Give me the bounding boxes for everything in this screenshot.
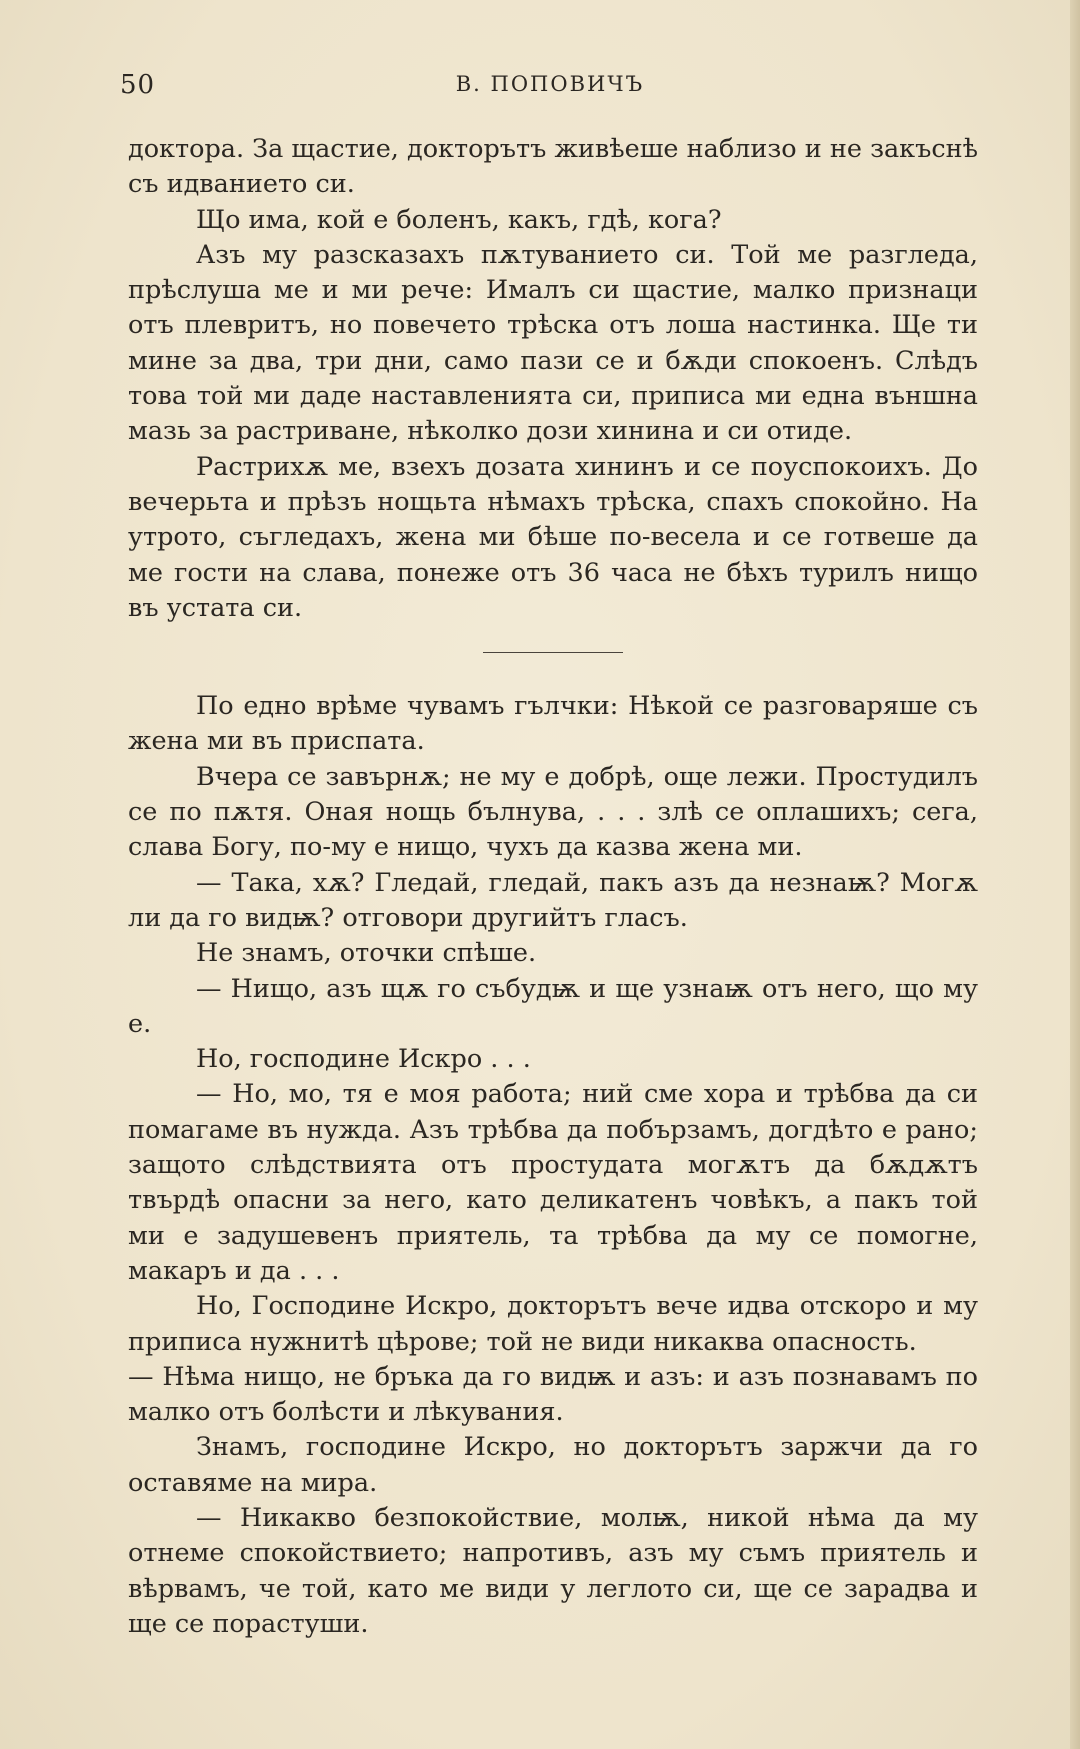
paragraph: Но, господине Искро . . .	[196, 1044, 531, 1075]
page-edge	[1070, 0, 1080, 1749]
paragraph: По едно врѣме чувамъ гълчки: Нѣкой се разговаряше съ жена ми въ приспата.	[128, 691, 978, 757]
paragraph: Вчера се завърнѫ; не му е добрѣ, още лежи. Простудилъ се по пѫтя. Оная нощь бълнува, . . . злѣ се оплашихъ; сега, слава Богу, по-му е нищо, чухъ да казва жена ми.	[128, 761, 978, 863]
body-text	[128, 132, 978, 1642]
section-2	[128, 689, 978, 1642]
paragraph: доктора. За щастие, докторътъ живѣеше наблизо и не закъснѣ съ идванието си.	[128, 134, 978, 200]
paragraph: — Така, хѫ? Гледай, гледай, пакъ азъ да незнаѭ? Могѫ ли да го видѭ? отговори другийтъ гласъ.	[128, 867, 978, 933]
paragraph: Що има, кой е боленъ, какъ, гдѣ, кога?	[196, 204, 722, 235]
paragraph: — Никакво безпокойствие, молѭ, никой нѣма да му отнеме спокойствието; напротивъ, азъ му съмъ приятель и вѣрвамъ, че той, като ме види у леглото си, ще се зарадва и ще се порастуши.	[128, 1502, 978, 1639]
paragraph: Не знамъ, оточки спѣше.	[196, 938, 537, 969]
section-1	[128, 132, 978, 626]
page-number: 50	[120, 70, 156, 100]
paragraph: Азъ му разсказахъ пѫтуванието си. Той ме разгледа, прѣслуша ме и ми рече: Ималъ си щастие, малко признаци отъ плевритъ, но повечето трѣска отъ лоша настинка. Ще ти мине за два, три дни, само пази се и бѫди спокоенъ. Слѣдъ това той ми даде наставленията си, приписа ми една външна мазь за растриване, нѣколко дози хинина и си отиде.	[128, 239, 978, 447]
running-head: В. ПОПОВИЧЪ	[455, 72, 645, 96]
paragraph: Знамъ, господине Искро, но докторътъ заржчи да го оставяме на мира.	[128, 1432, 978, 1498]
paragraph: — Но, мо, тя е моя работа; ний сме хора и трѣбва да си помагаме въ нужда. Азъ трѣбва да побързамъ, догдѣто е рано; защото слѣдствията отъ простудата могѫтъ да бѫдѫтъ твърдѣ опасни за него, като деликатенъ човѣкъ, а пакъ той ми е задушевенъ приятель, та трѣбва да му се помогне, макаръ и да . . .	[128, 1079, 978, 1286]
section-divider	[483, 652, 623, 653]
paragraph: — Нѣма нищо, не бръка да го видѭ и азъ: и азъ познавамъ по малко отъ болѣсти и лѣкувания.	[128, 1361, 978, 1428]
paragraph: Но, Господине Искро, докторътъ вече идва отскоро и му приписа нужнитѣ цѣрове; той не види никаква опасность.	[128, 1291, 978, 1357]
paragraph: — Нищо, азъ щѫ го събудѭ и ще узнаѭ отъ него, що му е.	[128, 973, 978, 1039]
page-header	[120, 70, 980, 106]
paragraph: Растрихѫ ме, взехъ дозата хининъ и се поуспокоихъ. До вечерьта и прѣзъ нощьта нѣмахъ трѣска, спахъ спокойно. На утрото, съгледахъ, жена ми бѣше по-весела и се готвеше да ме гости на слава, понеже отъ 36 часа не бѣхъ турилъ нищо въ устата си.	[128, 451, 978, 623]
